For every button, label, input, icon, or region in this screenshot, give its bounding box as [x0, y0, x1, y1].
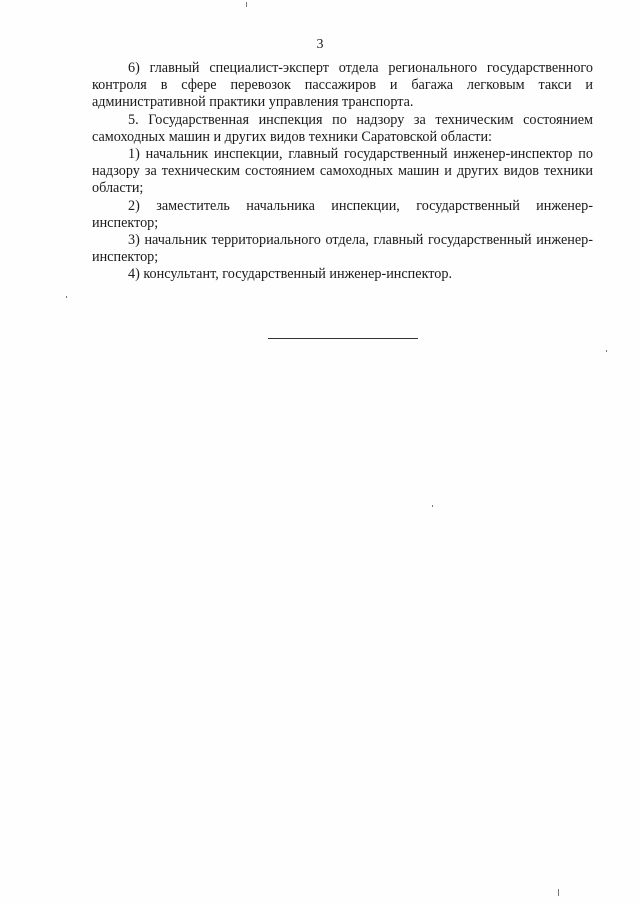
page-number: 3: [316, 37, 324, 52]
paragraph-section-5: 5. Государственная инспекция по надзору за техническим состоянием самоходных машин и других видов техники Саратовской области:: [92, 111, 593, 145]
scan-speck: [432, 505, 433, 507]
paragraph-item-4: 4) консультант, государственный инженер-инспектор.: [128, 266, 453, 283]
paragraph-item-6: 6) главный специалист-эксперт отдела регионального государственного контроля в сфере перевозок пассажиров и багажа легковым такси и административной практики управления транспорта.: [92, 60, 593, 111]
scan-speck: [558, 889, 559, 896]
scan-speck: [66, 296, 67, 298]
end-separator-line: [268, 338, 418, 339]
scan-speck: [246, 2, 247, 7]
document-body: [92, 60, 593, 284]
paragraph-item-3: 3) начальник территориального отдела, главный государственный инженер-инспектор;: [92, 232, 593, 266]
scan-speck: [606, 350, 607, 352]
paragraph-item-1: 1) начальник инспекции, главный государственный инженер-инспектор по надзору за техническим состоянием самоходных машин и других видов техники области;: [92, 146, 593, 197]
paragraph-item-2: 2) заместитель начальника инспекции, государственный инженер-инспектор;: [92, 197, 593, 231]
